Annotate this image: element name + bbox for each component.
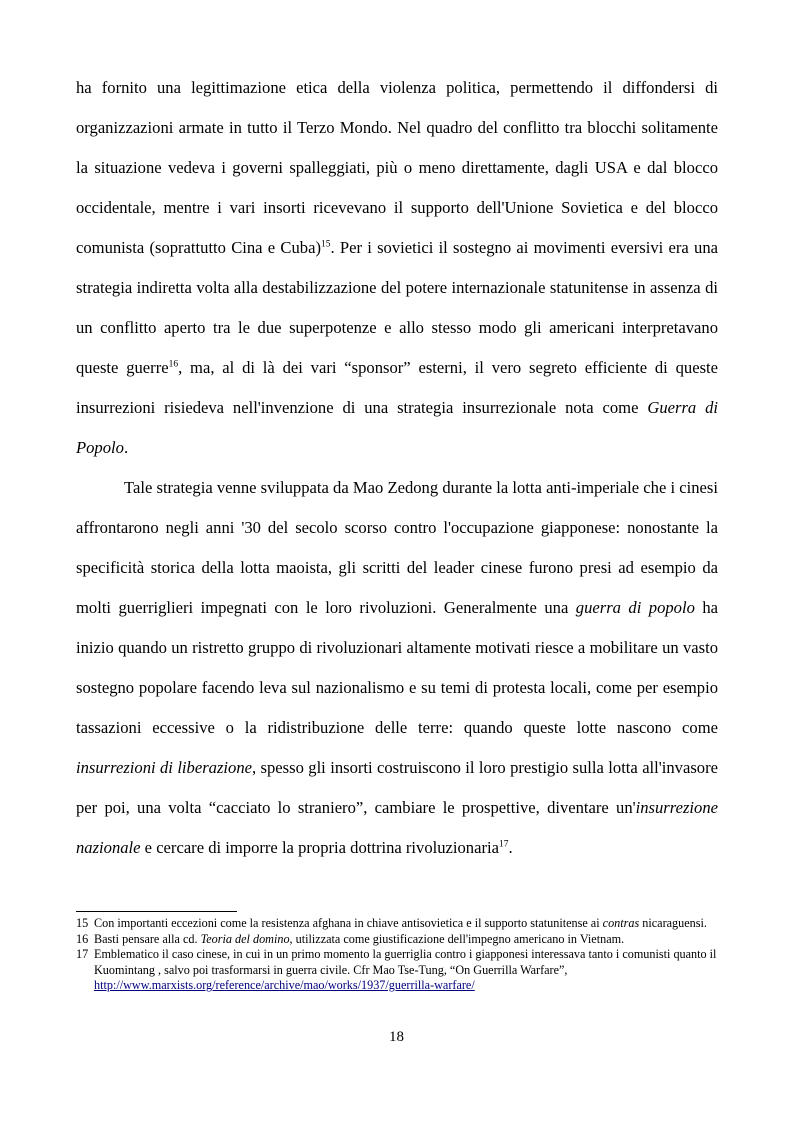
italic-term: Teoria del domino [200,931,290,946]
footnote-15 [76,916,718,932]
italic-term: insurrezione nazionale [76,798,718,857]
footnote-number: 15 [76,916,89,930]
text: ha fornito una legittimazione etica della violenza politica, permettendo il diffondersi di organizzazioni armate in tutto il Terzo Mondo. Nel quadro del conflitto tra blocchi solitamente la situazione vedeva i governi spalleggiati, più o meno direttamente, dagli USA e dal blocco occidentale, mentre i vari insorti ricevevano il supporto dell'Unione Sovietica e del blocco comunista (soprattutto Cina e Cuba) [76,78,718,257]
text: . [123,438,129,457]
paragraph-2 [76,468,718,868]
text: e cercare di imporre la propria dottrina rivoluzionaria [140,838,499,857]
footnote-number: 17 [76,947,89,962]
footnote-17 [76,947,718,994]
italic-term: guerra di popolo [575,598,695,617]
footnote-number: 16 [76,931,89,946]
main-text [76,68,718,868]
footnote-16 [76,932,718,948]
text: Tale strategia venne sviluppata da Mao Zedong durante la lotta anti-imperiale che i cinesi affrontarono negli anni '30 del secolo scorso contro l'occupazione giapponese: nonostante la specificità storica della lotta maoista, gli scritti del leader cinese furono presi ad esempio da molti guerriglieri impegnati con le loro rivoluzioni. Generalmente una [76,478,718,617]
italic-term: insurrezioni di liberazione [76,758,252,777]
text: , spesso gli insorti costruiscono il loro prestigio sulla lotta all'invasore per poi, una volta “cacciato lo straniero”, cambiare le prospettive, diventare un' [76,758,718,817]
italic-term: contras [602,916,640,930]
footnote-ref-15[interactable]: 15 [320,239,331,250]
text: Basti pensare alla cd. [94,931,201,946]
text: ha inizio quando un ristretto gruppo di rivoluzionari altamente motivati riesce a mobilitare un vasto sostegno popolare facendo leva sul nazionalismo e su temi di protesta locali, come per esempio tassazioni eccessive o la ridistribuzione delle terre: quando queste lotte nascono come [76,598,718,737]
italic-term: Guerra di Popolo [76,398,718,457]
text: nicaraguensi. [639,916,707,930]
page-number: 18 [389,1029,404,1045]
text: , ma, al di là dei vari “sponsor” esterni, il vero segreto efficiente di queste insurrezioni risiedeva nell'invenzione di una strategia insurrezionale nota come [76,358,719,417]
text: Emblematico il caso cinese, in cui in un primo momento la guerriglia contro i giapponesi interessava tanto i comunisti quanto il Kuomintang , salvo poi trasformarsi in guerra civile. Cfr Mao Tse-Tung, “On Guerrilla Warfare”, [94,947,717,977]
footnotes [76,916,718,994]
footnote-separator [76,911,237,912]
source-link[interactable]: http://www.marxists.org/reference/archive/mao/works/1937/guerrilla-warfare/ [94,978,475,993]
footnote-ref-16[interactable]: 16 [168,359,179,370]
text: , utilizzata come giustificazione dell'impegno americano in Vietnam. [289,931,625,946]
text: . Per i sovietici il sostegno ai movimenti eversivi era una strategia indiretta volta alla destabilizzazione del potere internazionale statunitense in assenza di un conflitto aperto tra le due superpotenze e allo stesso modo gli americani interpretavano queste guerre [76,238,718,377]
footnote-ref-17[interactable]: 17 [498,839,509,850]
text: . [508,838,513,857]
text: Con importanti eccezioni come la resistenza afghana in chiave antisovietica e il supporto statunitense ai [94,916,603,930]
paragraph-1 [76,68,718,468]
